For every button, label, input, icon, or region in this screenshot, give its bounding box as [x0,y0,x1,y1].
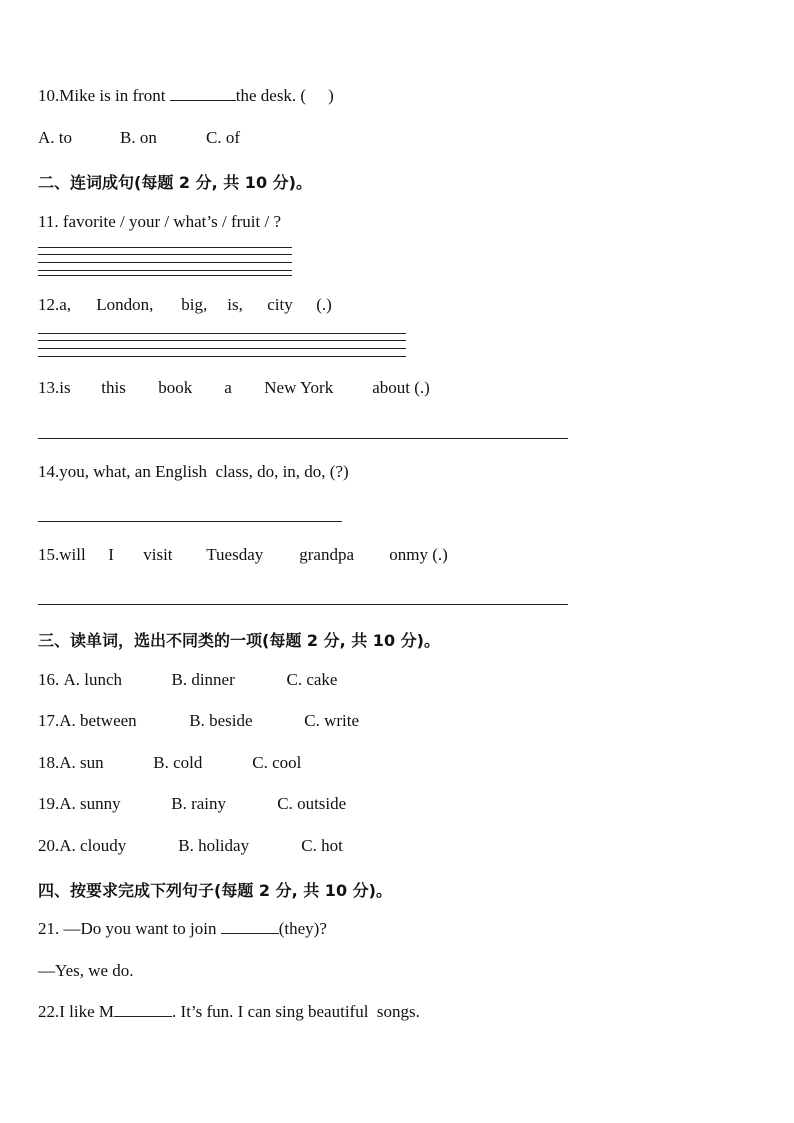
option-b[interactable]: B. dinner [171,670,235,689]
option-b[interactable]: B. holiday [178,836,250,855]
answer-blank[interactable] [114,1015,172,1017]
option-a[interactable]: A. sun [59,753,104,772]
answer-blank[interactable] [170,99,236,101]
word: this [101,378,126,397]
question-16 [38,670,337,690]
question-number: 18. [38,753,60,772]
answer-line [38,254,292,255]
word-list: you, what, an English class, do, in, do, (?) [59,462,349,481]
answer-line[interactable] [38,604,568,605]
word: is, [227,295,243,314]
question-number: 14. [38,462,60,481]
question-22 [38,1002,420,1022]
question-text: I like M [59,1002,115,1021]
word: about (.) [372,378,430,397]
word: a, [59,295,72,314]
word: onmy (.) [389,545,448,564]
option-a[interactable]: A. sunny [59,794,121,813]
word: is [59,378,71,397]
option-c[interactable]: C. outside [277,794,347,813]
option-b[interactable]: B. rainy [171,794,227,813]
question-14 [38,462,349,482]
question-text: Mike is in front [59,86,170,105]
option-b[interactable]: B. beside [189,711,253,730]
question-13 [38,378,430,398]
option-c[interactable]: C. hot [301,836,343,855]
option-a[interactable]: A. between [59,711,137,730]
reply-21: —Yes, we do. [38,961,134,980]
question-number: 11. [38,212,59,231]
answer-blank[interactable] [221,932,279,934]
question-19 [38,794,346,814]
answer-line[interactable] [38,356,406,357]
option-c[interactable]: C. of [206,128,240,147]
answer-line [38,348,406,349]
option-a[interactable]: A. lunch [63,670,123,689]
question-number: 15. [38,545,60,564]
question-21 [38,919,327,939]
question-number: 22. [38,1002,60,1021]
word: New York [264,378,334,397]
question-text: —Do you want to join [59,919,221,938]
answer-line[interactable] [38,438,568,439]
answer-line [38,340,406,341]
option-c[interactable]: C. cool [252,753,302,772]
word-list: favorite / your / what’s / fruit / ? [62,212,281,231]
question-number: 20. [38,836,60,855]
question-17 [38,711,359,731]
question-text: the desk. ( [235,86,307,105]
question-text: (they)? [278,919,327,938]
question-12 [38,295,332,315]
word: city [267,295,293,314]
option-b[interactable]: B. on [120,128,157,147]
word: I [108,545,114,564]
word: Tuesday [206,545,264,564]
word: grandpa [299,545,355,564]
word: big, [181,295,208,314]
question-15 [38,545,448,565]
question-number: 21. [38,919,60,938]
question-18 [38,753,301,773]
answer-line[interactable] [38,275,292,276]
section-heading-3: 三、读单词，选出不同类的一项(每题 2 分, 共 10 分)。 [38,631,440,650]
word: will [59,545,86,564]
option-c[interactable]: C. cake [286,670,338,689]
question-text: . It’s fun. I can sing beautiful songs. [172,1002,420,1021]
word: London, [96,295,154,314]
question-number: 16. [38,670,60,689]
question-number: 17. [38,711,60,730]
question-number: 12. [38,295,60,314]
question-number: 10. [38,86,60,105]
question-10: 10.Mike is in front the desk. ( ) [38,86,334,105]
word: book [158,378,193,397]
question-number: 19. [38,794,60,813]
option-c[interactable]: C. write [304,711,360,730]
answer-line [38,262,292,263]
word: (.) [316,295,332,314]
section-heading-2: 二、连词成句(每题 2 分, 共 10 分)。 [38,173,312,192]
word: visit [143,545,173,564]
answer-line[interactable] [38,521,342,522]
question-20 [38,836,343,856]
answer-line [38,247,292,248]
question-11 [38,212,281,232]
answer-line [38,333,406,334]
option-b[interactable]: B. cold [153,753,203,772]
option-a[interactable]: A. cloudy [59,836,127,855]
section-heading-4: 四、按要求完成下列句子(每题 2 分, 共 10 分)。 [38,881,392,900]
options-10 [38,128,240,148]
word: a [224,378,232,397]
answer-line [38,270,292,271]
question-number: 13. [38,378,60,397]
option-a[interactable]: A. to [38,128,72,147]
